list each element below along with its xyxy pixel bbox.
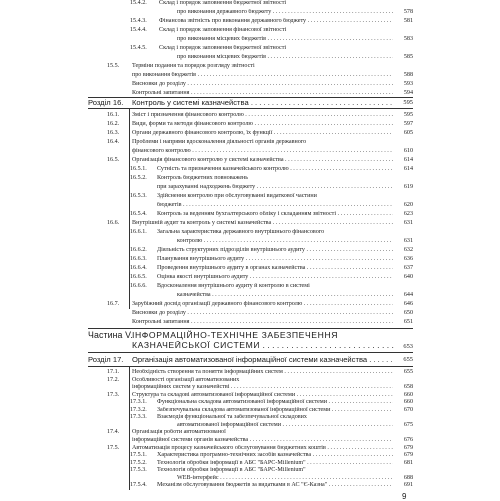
entry-title: контролю . . . bbox=[177, 238, 393, 245]
entry-number: 15.4.4. bbox=[130, 27, 147, 33]
section-label: Розділ 16. bbox=[88, 98, 124, 107]
entry-number: 16.4. bbox=[107, 139, 120, 145]
entry-page: 588 bbox=[403, 72, 413, 78]
section-page: 655 bbox=[403, 356, 413, 363]
entry-title: Взаємодія функціональної та забезпечувальної складових bbox=[157, 414, 307, 421]
entry-page: 593 bbox=[403, 81, 413, 87]
entry-title: Здійснення контролю при обслуговуванні видаткової частини bbox=[157, 193, 317, 199]
entry-page: 620 bbox=[403, 202, 413, 208]
entry-title: Зарубіжний досвід організації державного фінансового контролю . . . bbox=[132, 301, 393, 308]
entry-page: 691 bbox=[403, 482, 413, 489]
entry-number: 16.1. bbox=[107, 112, 120, 118]
section-title: Організація автоматизованої інформаційної системи казначейства . . . bbox=[132, 355, 393, 364]
entry-number: 16.5.4. bbox=[130, 211, 147, 217]
entry-page: 631 bbox=[403, 220, 413, 226]
entry-number: 17.3.1. bbox=[130, 399, 147, 406]
entry-number: 15.5. bbox=[107, 63, 120, 69]
entry-title: про виконання бюджетів . . . bbox=[132, 72, 393, 79]
entry-number: 17.5. bbox=[107, 444, 120, 451]
entry-title: Особливості організації автоматизованих bbox=[132, 376, 240, 383]
entry-number: 15.4.3. bbox=[130, 18, 147, 24]
entry-title: Склад і порядок заповнення фінансової звітності bbox=[159, 27, 287, 33]
entry-page: 646 bbox=[403, 301, 413, 307]
entry-number: 17.3. bbox=[107, 391, 120, 398]
entry-page: 585 bbox=[403, 54, 413, 60]
entry-page: 658 bbox=[403, 384, 413, 391]
entry-page: 679 bbox=[403, 452, 413, 459]
entry-number: 17.5.4. bbox=[130, 482, 147, 489]
entry-title: Сутність та призначення казначейського контролю . . . bbox=[157, 166, 393, 173]
entry-number: 16.6. bbox=[107, 220, 120, 226]
entry-title: Склад і порядок заповнення бюджетної звітності bbox=[159, 45, 287, 51]
entry-number: 16.6.3. bbox=[130, 256, 147, 262]
entry-title: Контроль за веденням бухгалтерського обліку і складанням звітності . . . bbox=[157, 211, 393, 218]
entry-page: 681 bbox=[403, 459, 413, 466]
entry-title: Функціональна складова автоматизованої інформаційної системи . . . bbox=[157, 399, 393, 406]
entry-page: 631 bbox=[403, 238, 413, 244]
entry-page: 614 bbox=[403, 166, 413, 172]
entry-title: Контрольні запитання . . . bbox=[132, 319, 393, 326]
entry-title: Забезпечувальна складова автоматизованої інформаційної системи . . . bbox=[157, 407, 393, 414]
entry-title: Внутрішній аудит та контроль у системі казначейства . . . bbox=[132, 220, 393, 227]
entry-page: 597 bbox=[403, 121, 413, 127]
entry-page: 581 bbox=[403, 18, 413, 24]
entry-page: 650 bbox=[403, 310, 413, 316]
entry-page: 637 bbox=[403, 265, 413, 271]
entry-number: 17.1. bbox=[107, 369, 120, 375]
entry-number: 16.5.2. bbox=[130, 175, 147, 181]
entry-title: Технологія обробки інформації в АБС "БАРС-Millenium" . . . bbox=[157, 460, 393, 467]
entry-number: 17.3.2. bbox=[130, 406, 147, 413]
entry-title: Організація роботи автоматизованої bbox=[132, 429, 226, 436]
entry-title: Види, форми та методи фінансового контролю . . . bbox=[132, 121, 393, 128]
entry-number: 17.3.3. bbox=[130, 414, 147, 421]
entry-number: 15.4.2. bbox=[130, 0, 147, 6]
entry-number: 15.4.5. bbox=[130, 45, 147, 51]
divider bbox=[88, 328, 413, 329]
entry-title: Організація фінансового контролю у системі казначейства . . . bbox=[132, 157, 393, 164]
entry-page: 660 bbox=[403, 399, 413, 406]
part-page: 653 bbox=[403, 343, 413, 350]
entry-page: 605 bbox=[403, 130, 413, 136]
entry-title: Склад і порядок заповнення бюджетної звітності bbox=[159, 0, 287, 6]
entry-title: Планування внутрішнього аудиту . . . bbox=[157, 256, 393, 263]
entry-number: 17.2. bbox=[107, 376, 120, 383]
entry-number: 16.6.5. bbox=[130, 274, 147, 280]
entry-title: Проблеми і напрями вдосконалення діяльності органів державного bbox=[132, 139, 307, 145]
entry-page: 655 bbox=[403, 369, 413, 375]
entry-title: Характеристика програмно-технічних засобів казначейства . . . bbox=[157, 452, 393, 459]
part-title-line2: КАЗНАЧЕЙСЬКОЇ СИСТЕМИ . . . bbox=[132, 341, 394, 350]
entry-title: Контроль бюджетних повноважень bbox=[157, 175, 249, 181]
entry-title: Загальна характеристика державного внутрішнього фінансового bbox=[157, 229, 325, 235]
entry-page: 676 bbox=[403, 436, 413, 443]
entry-title: при зарахуванні надходжень бюджету . . . bbox=[157, 184, 393, 191]
entry-number: 17.5.2. bbox=[130, 459, 147, 466]
entry-title: про виконання місцевих бюджетів . . . bbox=[177, 36, 393, 43]
entry-number: 17.5.1. bbox=[130, 452, 147, 459]
entry-title: Необхідність створення та поняття інформаційних систем . . . bbox=[132, 369, 393, 376]
entry-title: про виконання державного бюджету . . . bbox=[177, 9, 393, 16]
divider bbox=[88, 366, 413, 367]
entry-page: 688 bbox=[403, 474, 413, 481]
section-title: Контроль у системі казначейства . . . bbox=[132, 98, 393, 107]
entry-page: 632 bbox=[403, 247, 413, 253]
entry-title: Механізм обслуговування бюджетів за видатками в АС "Є-Казна" . . . bbox=[157, 482, 393, 489]
entry-title: автоматизованої інформаційної системи . . . bbox=[177, 422, 393, 429]
entry-page: 594 bbox=[403, 90, 413, 96]
entry-page: 644 bbox=[403, 292, 413, 298]
entry-number: 16.5.1. bbox=[130, 166, 147, 172]
entry-page: 583 bbox=[403, 36, 413, 42]
entry-title: про виконання місцевих бюджетів . . . bbox=[177, 54, 393, 61]
entry-page: 670 bbox=[403, 406, 413, 413]
entry-title: Вдосконалення внутрішнього аудиту й контролю в системі bbox=[157, 283, 310, 289]
entry-title: Висновки до розділу . . . bbox=[132, 81, 393, 88]
entry-title: фінансового контролю . . . bbox=[132, 148, 393, 155]
divider bbox=[88, 108, 413, 109]
entry-title: Висновки до розділу . . . bbox=[132, 310, 393, 317]
entry-page: 619 bbox=[403, 184, 413, 190]
section-label: Розділ 17. bbox=[88, 355, 124, 364]
entry-page: 640 bbox=[403, 274, 413, 280]
entry-title: Оцінка якості внутрішнього аудиту . . . bbox=[157, 274, 393, 281]
entry-title: інформаційної системи органів казначейства . . . bbox=[132, 437, 393, 444]
entry-title: інформаційних систем у казначействі . . . bbox=[132, 384, 393, 391]
entry-title: Проведення внутрішнього аудиту в органах казначейства . . . bbox=[157, 265, 393, 272]
entry-page: 636 bbox=[403, 256, 413, 262]
entry-title: Фінансова звітність про виконання державного бюджету . . . bbox=[159, 18, 393, 25]
entry-number: 17.5.3. bbox=[130, 467, 147, 474]
entry-number: 16.5.3. bbox=[130, 193, 147, 199]
entry-title: Структура та складові автоматизованої інформаційної системи . . . bbox=[132, 392, 393, 399]
entry-page: 651 bbox=[403, 319, 413, 325]
entry-title: Контрольні запитання . . . bbox=[132, 90, 393, 97]
entry-title: Зміст і призначення фінансового контролю . . . bbox=[132, 112, 393, 119]
entry-number: 16.3. bbox=[107, 130, 120, 136]
entry-page: 675 bbox=[403, 421, 413, 428]
entry-number: 17.4. bbox=[107, 429, 120, 436]
entry-number: 16.6.4. bbox=[130, 265, 147, 271]
part-title-line1: ІНФОРМАЦІЙНО-ТЕХНІЧНЕ ЗАБЕЗПЕЧЕННЯ bbox=[132, 330, 339, 340]
entry-number: 16.6.2. bbox=[130, 247, 147, 253]
entry-number: 16.7. bbox=[107, 301, 120, 307]
entry-title: WEB-інтерфейс . . . bbox=[177, 475, 393, 482]
divider bbox=[88, 352, 413, 353]
entry-number: 16.6.6. bbox=[130, 283, 147, 289]
part-label: Частина V. bbox=[88, 330, 133, 340]
entry-title: Органи державного фінансового контролю, їх функції . . . bbox=[132, 130, 393, 137]
entry-page: 614 bbox=[403, 157, 413, 163]
entry-page: 623 bbox=[403, 211, 413, 217]
entry-title: бюджетів . . . bbox=[157, 202, 393, 209]
section-page: 595 bbox=[403, 99, 413, 106]
entry-page: 660 bbox=[403, 391, 413, 398]
entry-title: Діяльність структурних підрозділів внутрішнього аудиту . . . bbox=[157, 247, 393, 254]
entry-page: 679 bbox=[403, 444, 413, 451]
page-number: 9 bbox=[402, 491, 407, 501]
entry-number: 16.5. bbox=[107, 157, 120, 163]
entry-title: казначейства . . . bbox=[177, 292, 393, 299]
entry-title: Терміни подання та порядок розгляду звітності bbox=[132, 63, 255, 69]
entry-page: 595 bbox=[403, 112, 413, 118]
entry-title: Автоматизація процесу казначейського обслуговування бюджетних коштів . . . bbox=[132, 445, 393, 452]
entry-number: 16.2. bbox=[107, 121, 120, 127]
entry-number: 16.6.1. bbox=[130, 229, 147, 235]
entry-title: Технологія обробки інформації в АБС "БАРС-Millenium" bbox=[157, 467, 306, 474]
entry-page: 610 bbox=[403, 148, 413, 154]
entry-page: 578 bbox=[403, 9, 413, 15]
